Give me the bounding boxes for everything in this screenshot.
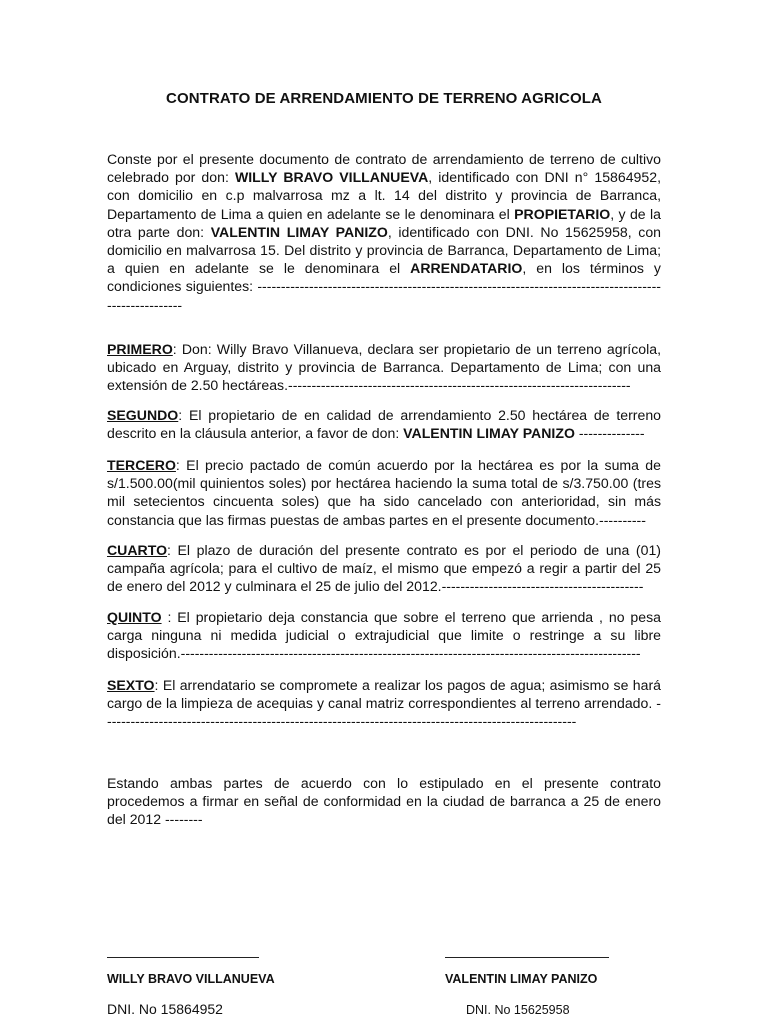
signature-name-left: WILLY BRAVO VILLANUEVA [107,972,275,986]
clause-primero [107,340,661,395]
closing-text: Estando ambas partes de acuerdo con lo estipulado en el presente contrato procedemos a firmar en señal de conformidad en la ciudad de barranca a 25 de enero del 2012 -------- [107,775,661,828]
document-title: CONTRATO DE ARRENDAMIENTO DE TERRENO AGRICOLA [166,90,602,107]
clause-tenant-name: VALENTIN LIMAY PANIZO [403,425,575,442]
clause-label: CUARTO [107,542,168,558]
signature-name-right: VALENTIN LIMAY PANIZO [445,972,598,986]
clause-text: : El propietario deja constancia que sobre el terreno que arrienda , no pesa carga ninguna ni medida judicial o extrajudicial que limite o restringe a su libre disposición.-------------------------------------------------------------------------------------------------- [107,609,661,662]
intro-text-3: , y de la otra parte don: [107,205,661,240]
clause-tail: -------------- [574,425,645,442]
clause-text: : El plazo de duración del presente contrato es por el periodo de una (01) campaña agrícola; para el cultivo de maíz, el mismo que empezó a regir a partir del 25 de enero del 2012 y culminara el 25 de julio del 2012.------------------------------------------- [107,542,661,595]
clause-quinto [107,608,661,663]
closing-paragraph [107,774,661,829]
owner-role: PROPIETARIO [514,205,611,222]
clause-text: : El precio pactado de común acuerdo por la hectárea es por la suma de s/1.500.00(mil quinientos soles) por hectárea haciendo la suma total de s/3.750.00 (tres mil setecientos cincuenta soles) que ha sido cancelado con anterioridad, sin más constancia que las firmas puestas de ambas partes en el presente documento.---------- [107,457,661,528]
clause-cuarto [107,541,661,596]
clause-label: TERCERO [107,457,176,473]
signature-line-right [445,957,609,958]
clause-text: : Don: Willy Bravo Villanueva, declara ser propietario de un terreno agrícola, ubicado en Arguay, distrito y provincia de Barranca. Departamento de Lima; con una extensión de 2.50 hectáreas.------------------------------------------------------------------------- [107,341,661,394]
intro-text-1: Conste por el presente documento de contrato de arrendamiento de terreno de cultivo celebrado por don: [107,151,661,186]
clause-sexto [107,676,661,731]
signature-dni-left: DNI. No 15864952 [107,1001,223,1017]
intro-text-2: , identificado con DNI n° 15864952, con domicilio en c.p malvarrosa mz a lt. 14 del distrito y provincia de Barranca, Departamento de Lima a quien en adelante se le denominara el [107,169,661,222]
clause-text: : El arrendatario se compromete a realizar los pagos de agua; asimismo se hará cargo de la limpieza de acequias y canal matriz correspondientes al terreno arrendado. ----------------------------------------------------------------------------------------------------- [107,677,661,730]
owner-name: WILLY BRAVO VILLANUEVA [234,169,429,186]
clause-text: : El propietario de en calidad de arrendamiento 2.50 hectárea de terreno descrito en la cláusula anterior, a favor de don: [107,407,661,442]
clause-tercero [107,456,661,529]
clause-label: SEGUNDO [107,407,179,423]
signature-dni-right: DNI. No 15625958 [466,1003,570,1017]
clause-label: PRIMERO [107,341,173,357]
tenant-role: ARRENDATARIO [410,260,523,277]
intro-text-5: , en los términos y condiciones siguientes: ------------------------------------------------------------------------------------------------------ [107,260,661,313]
clause-label: QUINTO [107,609,162,625]
intro-paragraph [107,150,661,314]
intro-text-4: , identificado con DNI. No 15625958, con domicilio en malvarrosa 15. Del distrito y provincia de Barranca, Departamento de Lima; a quien en adelante se le denominara el [107,223,661,277]
clause-label: SEXTO [107,677,155,693]
signature-line-left [107,957,259,958]
clause-segundo [107,406,661,442]
tenant-name: VALENTIN LIMAY PANIZO [210,223,388,240]
